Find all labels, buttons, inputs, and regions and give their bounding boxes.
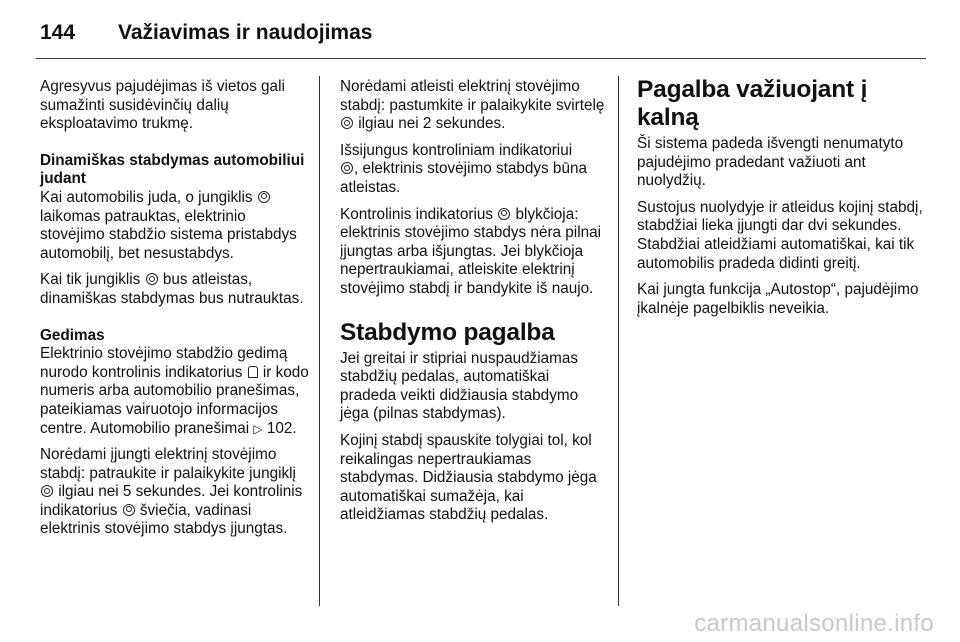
watermark: carmanualsonline.info: [694, 610, 934, 637]
column-2: [340, 78, 608, 533]
hill-paragraph-2: Sustojus nuolydyje ir atleidus kojinį stabdį, stabdžiai lieka įjungti dar dvi sekundes. Stabdžiai atleidžiami automatiškai, kai tik automobilis pradeda didinti greitį.: [637, 198, 923, 272]
parking-brake-icon: [498, 208, 510, 220]
intro-paragraph: Agresyvus pajudėjimas iš vietos gali sumažinti susidėvinčių dalių eksploatavimo trukmę.: [40, 78, 285, 133]
brake-assist-paragraph-1: Jei greitai ir stipriai nuspaudžiamas stabdžių pedalas, automatiškai pradeda veikti didžiausia stabdymo jėga (pilnas stabdymas).: [340, 349, 579, 423]
column-3: [637, 76, 927, 326]
parking-brake-icon: [341, 162, 353, 174]
indicator-off-paragraph: Išsijungus kontroliniam indikatoriui , elektrinis stovėjimo stabdys būna atleistas.: [340, 141, 587, 196]
brake-assist-heading: Stabdymo pagalba: [340, 318, 555, 346]
hill-paragraph-3: Kai jungta funkcija „Autostop“, pajudėjimo įkalnėje pagelbiklis neveikia.: [637, 281, 919, 317]
dynamic-braking-paragraph-2: Kai tik jungiklis bus atleistas, dinamiškas stabdymas bus nutrauktas.: [40, 271, 304, 307]
column-1: [40, 78, 312, 547]
chapter-title: Važiavimas ir naudojimas: [118, 21, 373, 44]
fault-paragraph-1: Elektrinio stovėjimo stabdžio gedimą nurodo kontrolinis indikatorius ir kodo numeris arba automobilio pranešimas, pateikiamas vairuotojo informacijos centre. Automobilio pranešimai ▷ 102.: [40, 345, 309, 437]
fault-paragraph-2: Norėdami įjungti elektrinį stovėjimo stabdį: patraukite ir palaikykite jungiklį ilgiau nei 5 sekundes. Jei kontrolinis indikatorius šviečia, vadinasi elektrinis stovėjimo stabdys įjungtas.: [40, 446, 303, 538]
parking-brake-icon: [123, 504, 135, 516]
page-reference-arrow-icon: ▷: [253, 421, 263, 436]
brake-fault-icon: [248, 366, 258, 378]
hill-paragraph-1: Ši sistema padeda išvengti nenumatyto pajudėjimo pradedant važiuoti ant nuolydžių.: [637, 135, 904, 190]
parking-brake-icon: [341, 117, 353, 129]
indicator-flashing-paragraph: Kontrolinis indikatorius blykčioja: elektrinis stovėjimo stabdys nėra pilnai įjungtas arba išjungtas. Jei blykčioja nepertraukiamai, atleiskite elektrinį stovėjimo stabdį ir bandykite iš naujo.: [340, 205, 602, 297]
brake-assist-paragraph-2: Kojinį stabdį spauskite tolygiai tol, kol reikalingas nepertraukiamas stabdymas. Didžiausia stabdymo jėga automatiškai sumažėja, kai atleidžiamas stabdžių pedalas.: [340, 431, 597, 524]
header-rule: [36, 58, 926, 59]
fault-heading: Gedimas: [40, 326, 105, 344]
dynamic-braking-heading: Dinamiškas stabdymas automobiliui judant: [40, 151, 305, 188]
parking-brake-icon: [41, 485, 53, 497]
page-number: 144: [40, 21, 76, 44]
hill-start-assist-heading: Pagalba važiuojant į kalną: [637, 76, 868, 131]
column-divider-1: [319, 76, 320, 606]
dynamic-braking-paragraph-1: Kai automobilis juda, o jungiklis laikomas patrauktas, elektrinio stovėjimo stabdžio sistema pristabdys automobilį, bet nesustabdys.: [40, 188, 297, 262]
page-header: [40, 16, 372, 50]
release-paragraph: Norėdami atleisti elektrinį stovėjimo stabdį: pastumkite ir palaikykite svirtelę ilgiau nei 2 sekundes.: [340, 78, 605, 133]
parking-brake-icon: [146, 273, 158, 285]
column-divider-2: [618, 76, 619, 606]
parking-brake-icon: [258, 191, 270, 203]
